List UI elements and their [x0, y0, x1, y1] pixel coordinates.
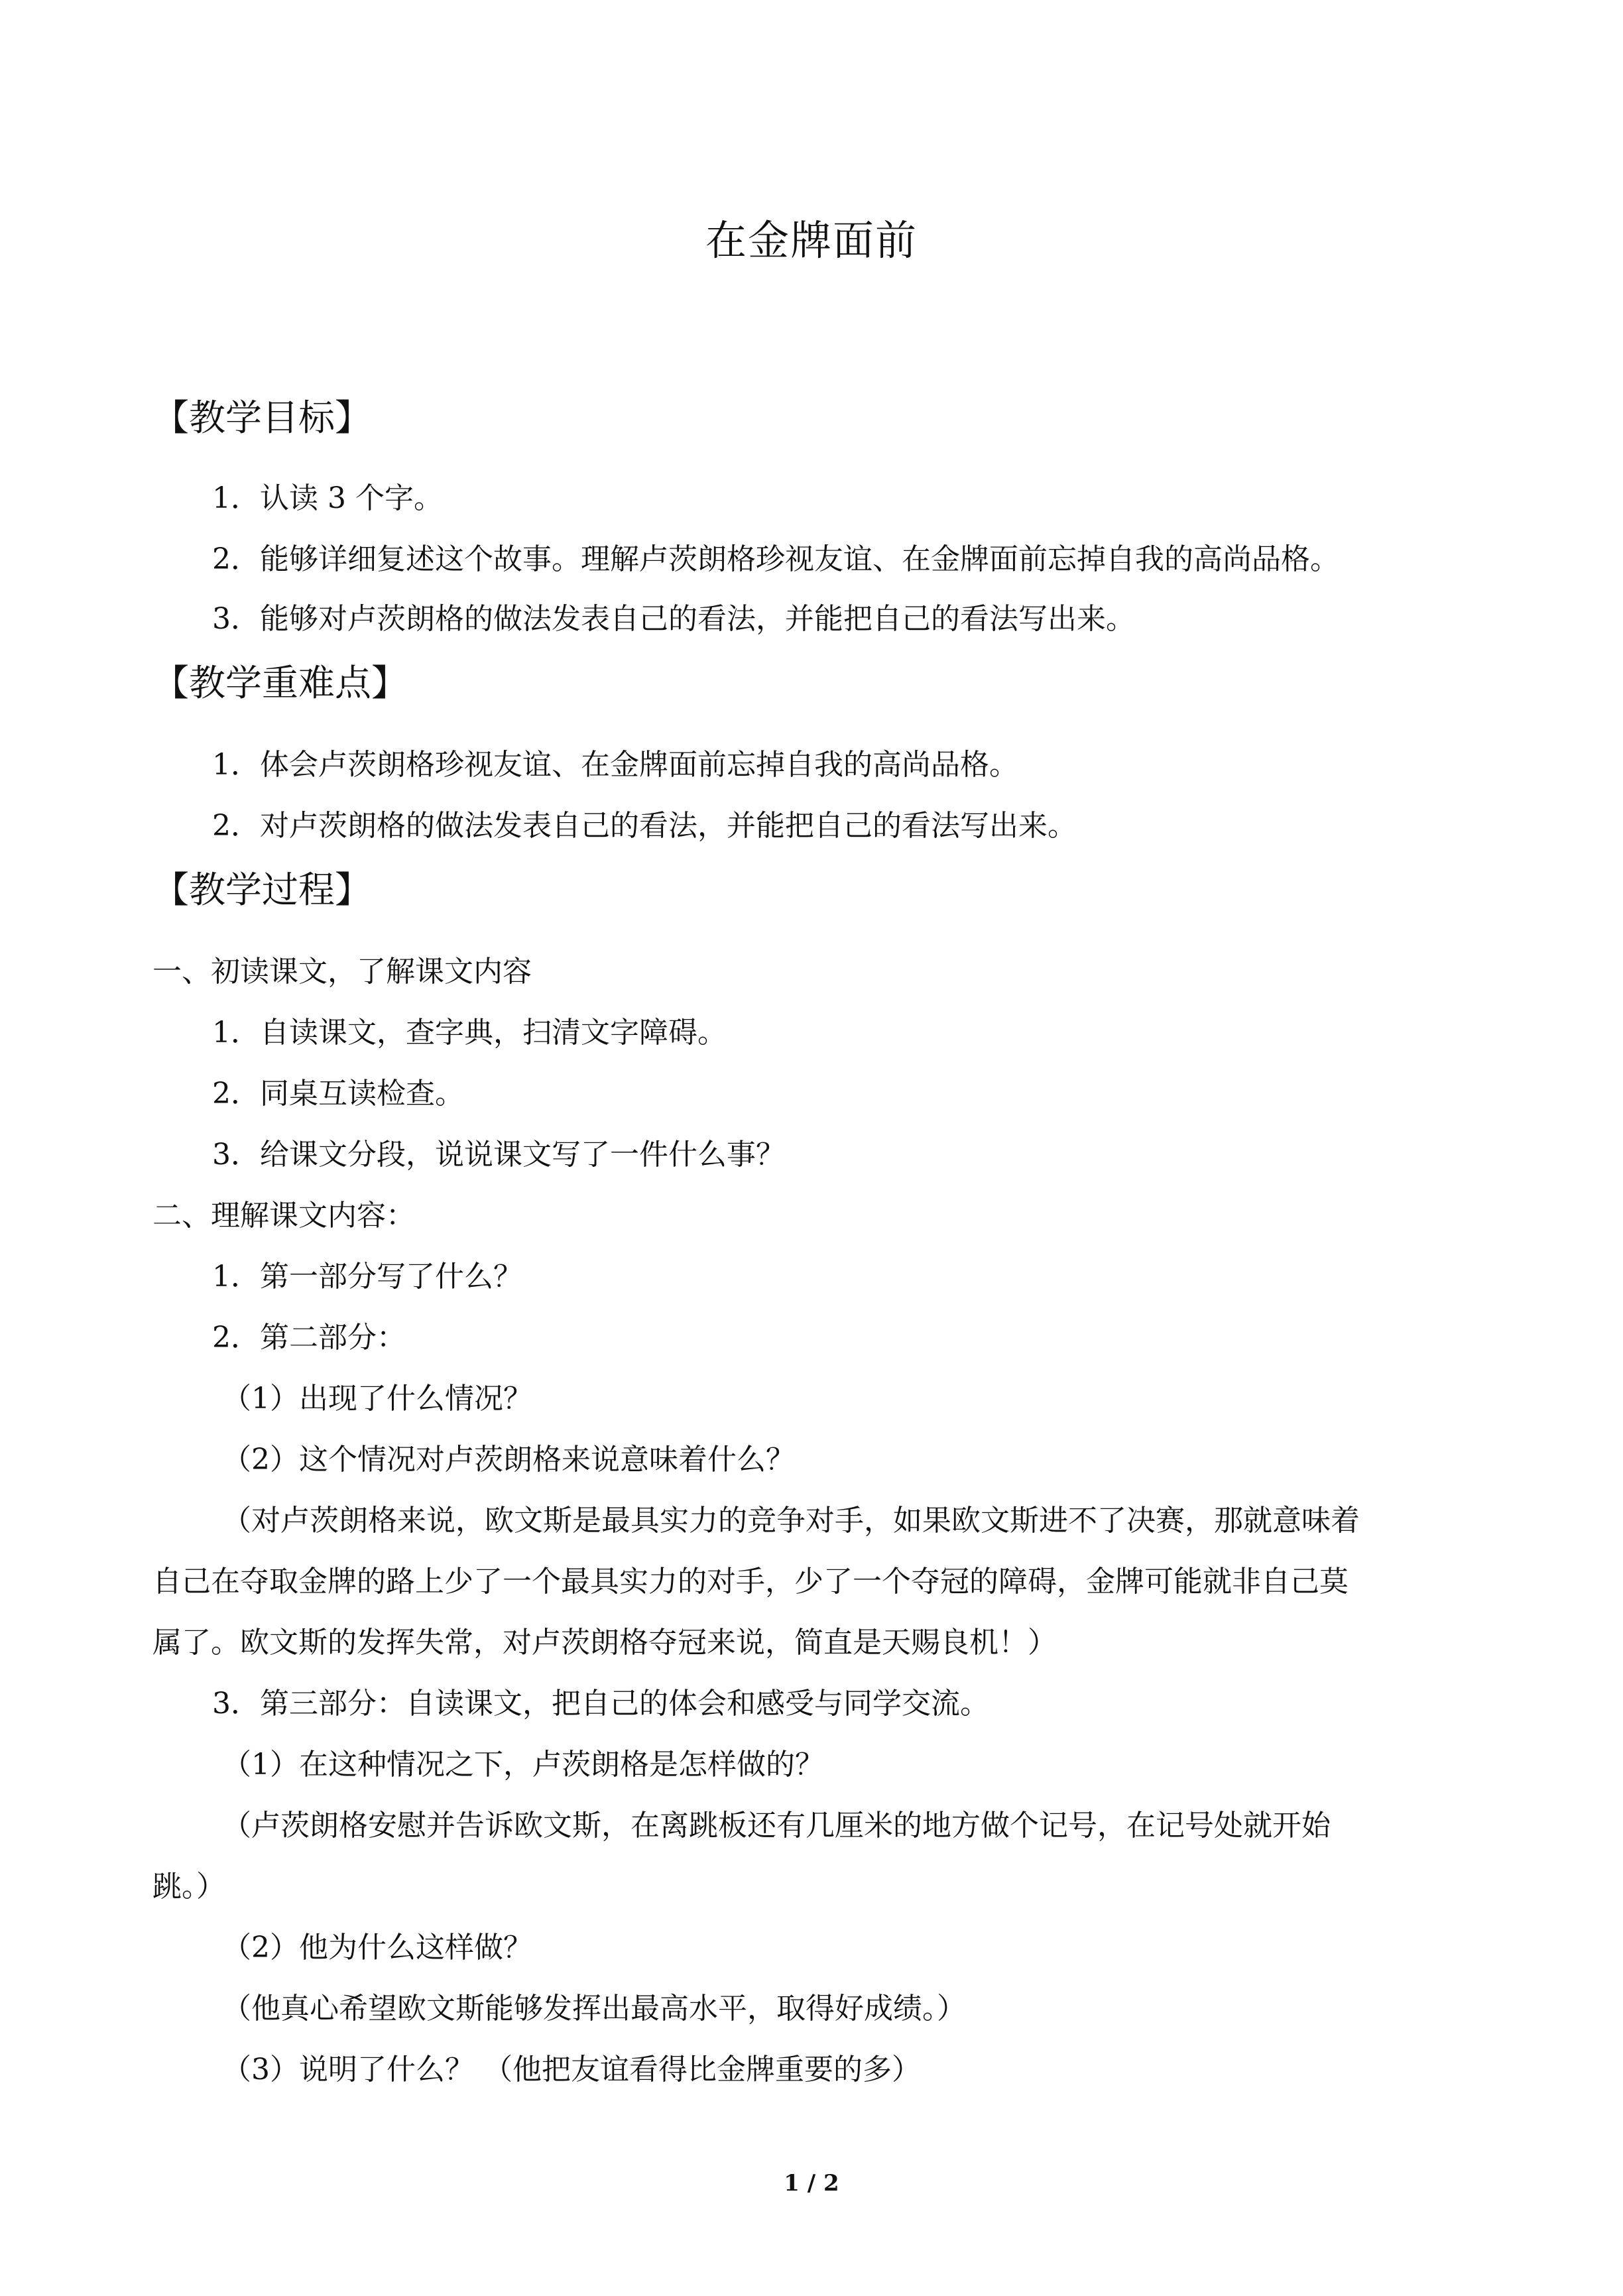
question: （3）说明了什么？ （他把友谊看得比金牌重要的多） — [222, 2053, 921, 2086]
page-number: 1 / 2 — [784, 2170, 839, 2197]
section-heading-process: 【教学过程】 — [152, 869, 372, 911]
list-item: 2．对卢茨朗格的做法发表自己的看法，并能把自己的看法写出来。 — [212, 809, 1077, 843]
list-item: 2．第二部分： — [212, 1321, 406, 1355]
question: （1）出现了什么情况？ — [222, 1382, 532, 1416]
answer-paragraph-line: （卢茨朗格安慰并告诉欧文斯，在离跳板还有几厘米的地方做个记号，在记号处就开始 — [222, 1809, 1331, 1843]
list-item: 1．体会卢茨朗格珍视友谊、在金牌面前忘掉自我的高尚品格。 — [212, 748, 1018, 782]
answer-line: （他真心希望欧文斯能够发挥出最高水平，取得好成绩。） — [222, 1992, 966, 2025]
list-item: 2．能够详细复述这个故事。理解卢茨朗格珍视友谊、在金牌面前忘掉自我的高尚品格。 — [212, 542, 1339, 576]
list-item: 1．认读 3 个字。 — [212, 481, 443, 515]
list-item: 1．自读课文，查字典，扫清文字障碍。 — [212, 1016, 727, 1050]
document-title: 在金牌面前 — [705, 216, 918, 265]
part-title: 一、初读课文，了解课文内容 — [152, 955, 532, 989]
answer-paragraph-line: 自己在夺取金牌的路上少了一个最具实力的对手，少了一个夺冠的障碍，金牌可能就非自己莫 — [152, 1565, 1349, 1599]
list-item: 3．能够对卢茨朗格的做法发表自己的看法，并能把自己的看法写出来。 — [212, 602, 1135, 636]
list-item: 3．第三部分：自读课文，把自己的体会和感受与同学交流。 — [212, 1687, 989, 1721]
question: （1）在这种情况之下，卢茨朗格是怎样做的？ — [222, 1748, 824, 1782]
answer-paragraph-line: 属了。欧文斯的发挥失常，对卢茨朗格夺冠来说，简直是天赐良机！） — [152, 1626, 1057, 1660]
section-heading-objectives: 【教学目标】 — [152, 396, 372, 439]
question: （2）他为什么这样做？ — [222, 1931, 532, 1964]
part-title: 二、理解课文内容： — [152, 1199, 415, 1233]
section-heading-keypoints: 【教学重难点】 — [152, 662, 408, 704]
question: （2）这个情况对卢茨朗格来说意味着什么？ — [222, 1443, 795, 1477]
answer-paragraph-line: 跳。） — [152, 1870, 225, 1903]
answer-paragraph-line: （对卢茨朗格来说，欧文斯是最具实力的竞争对手，如果欧文斯进不了决赛，那就意味着 — [222, 1504, 1360, 1538]
list-item: 1．第一部分写了什么？ — [212, 1260, 522, 1294]
list-item: 2．同桌互读检查。 — [212, 1077, 464, 1111]
list-item: 3．给课文分段，说说课文写了一件什么事？ — [212, 1138, 785, 1172]
